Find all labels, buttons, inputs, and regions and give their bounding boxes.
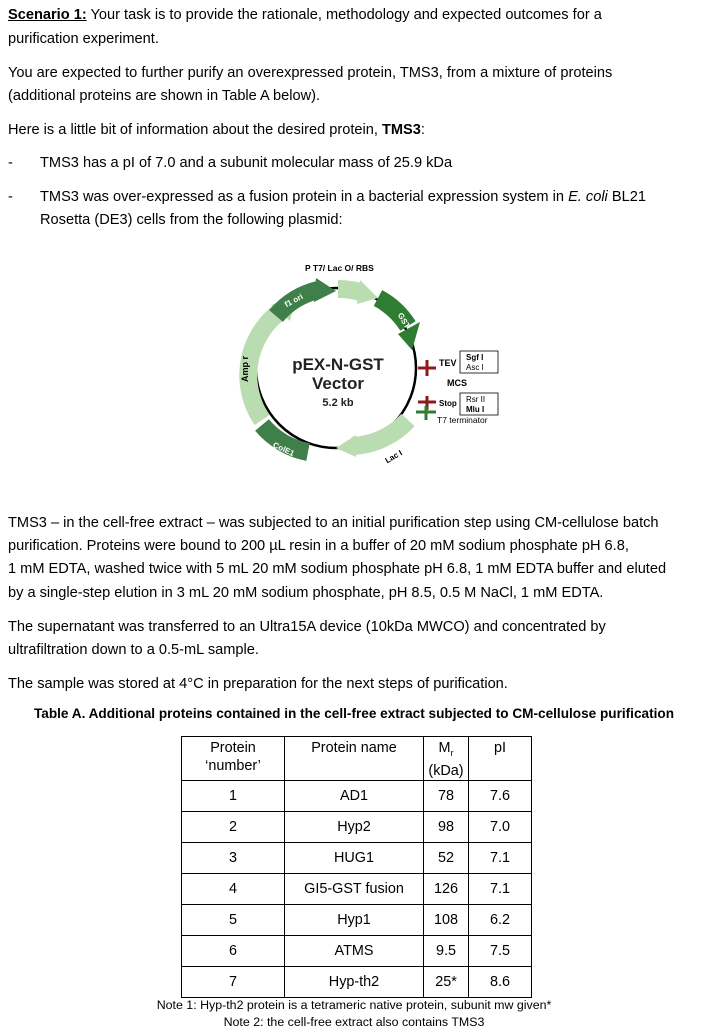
table-row <box>182 966 532 997</box>
plasmid-map <box>0 250 708 490</box>
para1-line4: by a single-step elution in 3 mL 20 mM sodium phosphate, pH 8.5, 0.5 M NaCl, 1 mM EDTA. <box>8 585 604 601</box>
cell-name: HUG1 <box>285 842 424 873</box>
table-row <box>182 904 532 935</box>
para2-line2: ultrafiltration down to a 0.5-mL sample. <box>8 642 259 658</box>
table-row <box>182 935 532 966</box>
cell-pi: 7.0 <box>469 811 532 842</box>
cell-num: 3 <box>182 842 285 873</box>
tev-label: TEV <box>439 358 457 368</box>
bullet-dash-1: - <box>8 155 13 171</box>
scenario-label: Scenario 1: <box>8 7 87 23</box>
note-2: Note 2: the cell-free extract also contains TMS3 <box>223 1015 485 1029</box>
cell-num: 2 <box>182 811 285 842</box>
t7-terminator-label: T7 terminator <box>437 415 488 425</box>
table-row <box>182 873 532 904</box>
scenario-task-line2: purification experiment. <box>8 31 159 47</box>
protein-table <box>181 736 532 998</box>
header-mr: $M_r$ (kDa) <box>424 737 469 781</box>
cell-name: Hyp-th2 <box>285 966 424 997</box>
plasmid-vector: Vector <box>312 374 364 393</box>
plasmid-size: 5.2 kb <box>322 397 354 409</box>
cell-mr: 78 <box>424 780 469 811</box>
table-row <box>182 842 532 873</box>
info-line <box>8 119 706 142</box>
cell-mr: 126 <box>424 873 469 904</box>
cell-mr: 25* <box>424 966 469 997</box>
ampr-label: Amp r <box>240 355 250 382</box>
intro-line2: (additional proteins are shown in Table A below). <box>8 88 321 104</box>
info-protein: TMS3 <box>381 122 421 138</box>
cole1-label: ColE1 <box>271 440 296 459</box>
promoter-label: P T7/ Lac O/ RBS <box>305 263 374 273</box>
cell-num: 1 <box>182 780 285 811</box>
f1-arrow <box>314 278 336 302</box>
cell-num: 5 <box>182 904 285 935</box>
mlu-label: Mlu I <box>466 405 485 414</box>
cell-name: AD1 <box>285 780 424 811</box>
table-row <box>182 811 532 842</box>
sgf-label: Sgf I <box>466 353 484 362</box>
gst-label: GST <box>395 311 412 331</box>
info-suffix: : <box>420 122 425 138</box>
para2-line1: The supernatant was transferred to an Ultra15A device (10kDa MWCO) and concentrated by <box>8 619 606 635</box>
plasmid-name: pEX-N-GST <box>292 355 384 374</box>
bullet-2-pre: TMS3 was over-expressed as a fusion protein in a bacterial expression system in <box>40 189 569 205</box>
cell-num: 4 <box>182 873 285 904</box>
cell-pi: 6.2 <box>469 904 532 935</box>
table-row <box>182 780 532 811</box>
laci-arrow <box>336 435 356 457</box>
scenario-task <box>8 4 706 27</box>
cell-mr: 108 <box>424 904 469 935</box>
header-protein-number: Protein ‘number’ <box>182 737 285 781</box>
cell-mr: 52 <box>424 842 469 873</box>
asc-label: Asc I <box>466 363 484 372</box>
laci-arc <box>352 420 408 446</box>
cell-name: GI5-GST fusion <box>285 873 424 904</box>
laci-label: Lac I <box>383 448 404 466</box>
cell-pi: 7.5 <box>469 935 532 966</box>
table-caption: Table A. Additional proteins contained in the cell-free extract subjected to CM-cellulose purification <box>33 706 674 721</box>
header-protein-name: Protein name <box>285 737 424 781</box>
header-pi: pI <box>469 737 532 781</box>
promoter-arc <box>338 289 360 292</box>
cell-mr: 98 <box>424 811 469 842</box>
cell-mr: 9.5 <box>424 935 469 966</box>
cell-name: ATMS <box>285 935 424 966</box>
para1-line1: TMS3 – in the cell-free extract – was subjected to an initial purification step using CM-cellulose batch <box>8 515 659 531</box>
bullet-2-species: E. coli <box>568 189 608 205</box>
bullet-2-line2: Rosetta (DE3) cells from the following plasmid: <box>40 212 343 228</box>
scenario-task-line1: Your task is to provide the rationale, methodology and expected outcomes for a <box>86 7 602 23</box>
cell-name: Hyp2 <box>285 811 424 842</box>
promoter-arrow <box>357 280 378 304</box>
cell-pi: 8.6 <box>469 966 532 997</box>
bullet-2-post: BL21 <box>607 189 646 205</box>
cell-pi: 7.1 <box>469 873 532 904</box>
intro-line1: You are expected to further purify an overexpressed protein, TMS3, from a mixture of proteins <box>8 65 613 81</box>
rsr-label: Rsr II <box>466 395 486 404</box>
cell-pi: 7.6 <box>469 780 532 811</box>
mcs-label: MCS <box>447 378 467 388</box>
para1-line3: 1 mM EDTA, washed twice with 5 mL 20 mM sodium phosphate pH 6.8, 1 mM EDTA buffer and eluted <box>8 561 667 577</box>
para3: The sample was stored at 4°C in preparation for the next steps of purification. <box>8 676 508 692</box>
bullet-dash-2: - <box>8 189 13 205</box>
cell-num: 6 <box>182 935 285 966</box>
cell-name: Hyp1 <box>285 904 424 935</box>
stop-label: Stop <box>439 399 457 408</box>
para1-line2: purification. Proteins were bound to 200 µL resin in a buffer of 20 mM sodium phosphate pH 6.8, <box>8 538 629 554</box>
note-1: Note 1: Hyp-th2 protein is a tetrameric native protein, subunit mw given* <box>156 998 552 1012</box>
cell-pi: 7.1 <box>469 842 532 873</box>
bullet-1: TMS3 has a pI of 7.0 and a subunit molecular mass of 25.9 kDa <box>40 155 453 171</box>
f1-label: f1 ori <box>283 292 305 310</box>
table-header-row <box>182 737 532 781</box>
cell-num: 7 <box>182 966 285 997</box>
info-prefix: Here is a little bit of information about the desired protein, <box>8 122 382 138</box>
bullet-2 <box>40 186 700 209</box>
